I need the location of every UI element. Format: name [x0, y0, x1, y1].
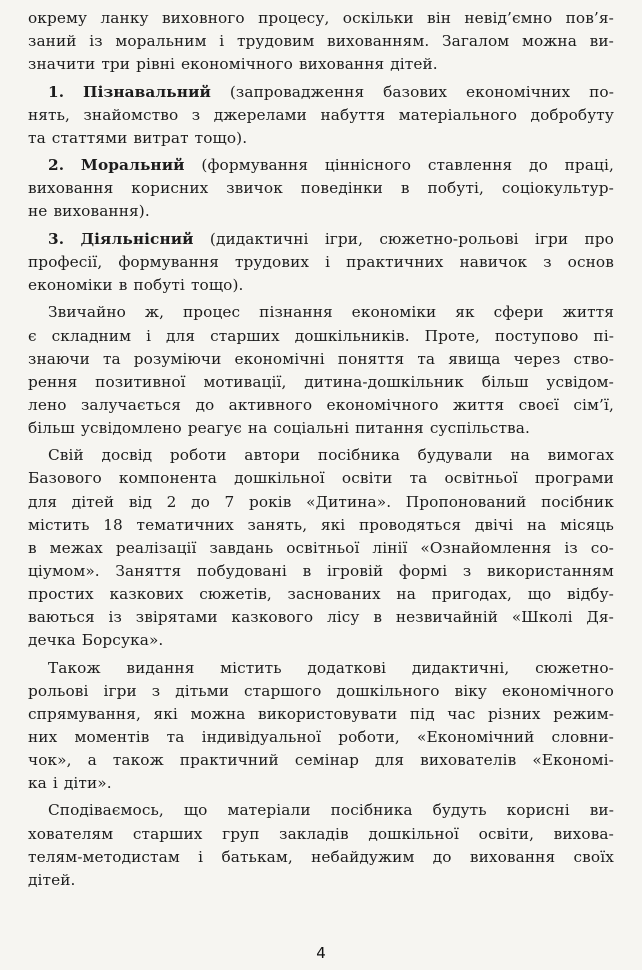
text-line: [28, 81, 614, 104]
word: час: [447, 704, 476, 723]
page-number: 4: [316, 944, 326, 962]
bold-word: Діяльнісний: [80, 229, 194, 248]
text-line: [28, 703, 614, 726]
word: різних: [487, 704, 541, 723]
word: пригодах,: [431, 584, 512, 603]
word: корисних: [131, 179, 209, 198]
word: ка: [28, 774, 47, 792]
text-line: [28, 846, 614, 869]
word: «Дитина».: [306, 492, 392, 511]
word: використанням: [486, 561, 614, 580]
text-line: [28, 104, 614, 127]
word: праці,: [564, 156, 614, 175]
text-line: [28, 772, 614, 795]
text-line: [28, 491, 614, 514]
word: не: [28, 202, 48, 221]
word: із: [108, 608, 122, 626]
word: ланку: [100, 9, 149, 27]
word: соціокультур-: [501, 179, 614, 198]
word: і: [52, 774, 58, 792]
word: рення: [28, 372, 78, 391]
word: статтями: [51, 128, 128, 147]
word: посібник: [541, 492, 614, 511]
word: використовувати: [258, 704, 398, 723]
word: і: [198, 847, 204, 866]
word: Загалом: [441, 32, 510, 51]
word: він: [426, 9, 451, 27]
word: спрямування,: [28, 704, 141, 723]
word: трудовим: [236, 32, 315, 51]
text-line: [28, 301, 614, 324]
word: «Ознайомлення: [420, 538, 552, 557]
word: старших: [210, 326, 280, 345]
word: Пропонований: [405, 492, 527, 511]
word: оскільки: [342, 9, 414, 27]
word: для: [166, 326, 196, 345]
word: в: [28, 538, 37, 557]
text-line: [28, 251, 614, 274]
text-line: [28, 348, 614, 371]
word: побудовані: [196, 561, 287, 580]
word: вихователів: [420, 750, 517, 769]
word: тематичних: [136, 515, 234, 534]
word: Заняття: [115, 561, 182, 580]
word: з: [191, 105, 201, 124]
text-line: [28, 680, 614, 703]
word: формування: [118, 252, 219, 271]
word: і: [219, 32, 225, 51]
text-line: [28, 417, 614, 440]
word: тощо).: [194, 128, 248, 147]
word: поведінки: [300, 179, 383, 198]
word: в: [302, 561, 312, 580]
word: звичок: [226, 179, 283, 198]
word: життя: [452, 395, 505, 414]
word: дітей: [71, 492, 115, 511]
word: суспільства.: [429, 418, 530, 437]
word: з: [151, 681, 161, 700]
word: економічного: [326, 395, 439, 414]
word: дітей.: [390, 55, 438, 74]
text-line: [28, 514, 614, 537]
text-line: [28, 200, 614, 223]
word: віку: [454, 681, 487, 700]
text-line: [28, 606, 614, 629]
word: груп: [222, 824, 260, 843]
word: (дидактичні: [209, 229, 309, 248]
word: своїх: [573, 847, 614, 866]
word: професії,: [28, 252, 103, 271]
word: сюжетно-: [535, 658, 614, 677]
word: режим-: [553, 704, 614, 723]
word: ство-: [573, 349, 614, 368]
word: трудових: [234, 252, 310, 271]
text-line: [28, 799, 614, 822]
word: до: [195, 395, 215, 414]
word: завдань: [209, 538, 274, 557]
word: рівні: [136, 55, 175, 74]
word: містить: [28, 515, 90, 534]
word: по-: [589, 82, 614, 101]
word: економічних: [466, 82, 571, 101]
word: «Економічний: [417, 727, 535, 746]
word: джерелами: [213, 105, 307, 124]
text-line: [28, 154, 614, 177]
word: що: [527, 584, 552, 603]
word: хователям: [28, 824, 114, 843]
word: двічі: [474, 515, 514, 534]
word: простих: [28, 584, 94, 603]
text-line: [28, 30, 614, 53]
word: складним: [51, 326, 132, 345]
word: виховного: [161, 9, 245, 27]
word: також: [112, 750, 164, 769]
word: на: [396, 584, 416, 603]
word: можна: [521, 32, 577, 51]
word: соціальні: [273, 418, 350, 437]
text-line: [28, 394, 614, 417]
word: Свій: [48, 446, 84, 465]
word: лено: [28, 395, 67, 414]
word: сюжетів,: [199, 584, 272, 603]
word: тощо).: [190, 276, 244, 294]
word: процесу,: [258, 9, 330, 27]
word: Звичайно: [48, 303, 126, 322]
text-line: [28, 444, 614, 467]
word: на: [510, 446, 530, 465]
text-line: [28, 274, 614, 297]
bold-word: Моральний: [80, 156, 185, 175]
word: побуті,: [427, 179, 484, 198]
word: 7: [224, 492, 235, 511]
word: 18: [103, 515, 123, 534]
word: до: [432, 847, 452, 866]
word: для: [28, 492, 58, 511]
word: Базового: [28, 469, 102, 488]
word: та: [166, 727, 185, 746]
text-line: [28, 560, 614, 583]
text-line: [28, 228, 614, 251]
word: реагує: [187, 418, 242, 437]
word: дітьми: [175, 681, 230, 700]
word: з: [543, 252, 552, 271]
word: знайомство: [83, 105, 179, 124]
word: і: [146, 326, 152, 345]
word: навичок: [459, 252, 528, 271]
word: виховання: [298, 55, 385, 74]
word: компонента: [118, 469, 217, 488]
word: семінар: [294, 750, 360, 769]
word: рольові: [28, 681, 89, 700]
word: про: [584, 229, 614, 248]
word: ігровій: [326, 561, 384, 580]
word: дечка: [28, 631, 76, 650]
word: економічного: [501, 681, 614, 700]
text-line: [28, 537, 614, 560]
word: освітньої: [286, 538, 360, 557]
word: дошкільного: [336, 681, 440, 700]
word: дошкільників.: [294, 326, 410, 345]
word: лінії: [372, 538, 408, 557]
word: вихованням.: [327, 32, 430, 51]
word: економічного: [180, 55, 293, 74]
word: діти».: [63, 774, 112, 792]
word: через: [513, 349, 561, 368]
word: сім’ї,: [573, 395, 614, 414]
word: досвід: [101, 446, 153, 465]
word: індивідуальної: [201, 727, 322, 746]
word: роботи,: [338, 727, 400, 746]
word: витрат: [133, 128, 189, 147]
word: реалізації: [115, 538, 197, 557]
word: посібника: [317, 446, 400, 465]
text-line: [28, 629, 614, 652]
word: словни-: [551, 727, 614, 746]
word: економічні: [234, 349, 325, 368]
word: Також: [48, 658, 101, 677]
word: моральним: [115, 32, 207, 51]
word: 2: [166, 492, 177, 511]
word: межах: [49, 538, 103, 557]
word: формі: [398, 561, 448, 580]
word: усвідом-: [546, 372, 614, 391]
word: пі-: [593, 326, 614, 345]
word: посібника: [330, 801, 413, 820]
word: виховання: [469, 847, 556, 866]
word: поступово: [494, 326, 579, 345]
word: та: [102, 349, 121, 368]
word: Сподіваємось,: [48, 801, 164, 820]
word: процес: [182, 303, 241, 322]
word: окрему: [28, 9, 88, 27]
bold-word: 2.: [48, 156, 65, 175]
word: (формування: [201, 156, 309, 175]
word: сюжетно-рольові: [379, 229, 519, 248]
word: заснованих: [287, 584, 381, 603]
word: незвичайній: [395, 608, 499, 626]
word: та: [417, 349, 436, 368]
word: казкових: [109, 584, 184, 603]
word: «Економі-: [532, 750, 614, 769]
word: роботи: [169, 446, 227, 465]
word: виховання).: [53, 202, 150, 221]
text-line: [28, 467, 614, 490]
word: активного: [228, 395, 313, 414]
word: програми: [534, 469, 614, 488]
word: мотивації,: [203, 372, 287, 391]
word: вимогах: [547, 446, 614, 465]
text-line: [28, 726, 614, 749]
bold-word: Пізнавальний: [83, 82, 211, 101]
word: своєї: [518, 395, 559, 414]
word: проводяться: [358, 515, 462, 534]
word: чок»,: [28, 750, 72, 769]
word: будуть: [432, 801, 487, 820]
word: в: [118, 276, 128, 294]
text-line: [28, 749, 614, 772]
word: ваються: [28, 608, 95, 626]
word: ігри: [534, 229, 569, 248]
word: основ: [567, 252, 614, 271]
word: заний: [28, 32, 77, 51]
word: дошкільної: [234, 469, 325, 488]
word: корисні: [506, 801, 570, 820]
text-line: [28, 869, 614, 892]
word: старших: [132, 824, 203, 843]
word: сфери: [493, 303, 544, 322]
word: явища: [448, 349, 501, 368]
word: Борсука».: [81, 631, 164, 650]
word: відбу-: [567, 584, 614, 603]
word: усвідомлено: [80, 418, 182, 437]
text-line: [28, 823, 614, 846]
word: питання: [355, 418, 424, 437]
word: розуміючи: [133, 349, 222, 368]
text-line: [28, 371, 614, 394]
word: та: [409, 469, 428, 488]
word: небайдужим: [311, 847, 415, 866]
word: нять,: [28, 105, 70, 124]
word: батькам,: [221, 847, 293, 866]
word: до: [191, 492, 210, 511]
word: на: [247, 418, 268, 437]
text-line: [28, 7, 614, 30]
word: вихова-: [553, 824, 614, 843]
bold-word: 1.: [48, 82, 65, 101]
word: будували: [417, 446, 493, 465]
word: із: [89, 32, 103, 51]
word: занять,: [247, 515, 308, 534]
word: дидактичні,: [411, 658, 510, 677]
word: ставлення: [427, 156, 513, 175]
word: як: [455, 303, 475, 322]
word: значити: [28, 55, 96, 74]
word: виховання: [28, 179, 114, 198]
word: містить: [220, 658, 282, 677]
word: автори: [244, 446, 301, 465]
word: звірятами: [135, 608, 218, 626]
word: освіти: [341, 469, 393, 488]
word: (запровадження: [229, 82, 365, 101]
word: освіти,: [478, 824, 535, 843]
word: ігри: [103, 681, 137, 700]
bold-word: 3.: [48, 229, 65, 248]
word: є: [28, 326, 37, 345]
word: казкового: [231, 608, 314, 626]
word: пізнання: [259, 303, 333, 322]
word: матеріали: [227, 801, 311, 820]
word: поняття: [337, 349, 405, 368]
word: закладів: [279, 824, 349, 843]
word: в: [400, 179, 410, 198]
text-line: [28, 177, 614, 200]
text-line: [28, 127, 614, 150]
word: со-: [590, 538, 614, 557]
word: Дя-: [586, 608, 614, 626]
word: матеріального: [398, 105, 518, 124]
word: дошкільної: [368, 824, 459, 843]
word: і: [325, 252, 331, 271]
word: які: [153, 704, 178, 723]
word: з: [462, 561, 472, 580]
word: лісу: [326, 608, 360, 626]
text-line: [28, 583, 614, 606]
word: можна: [190, 704, 246, 723]
word: та: [28, 128, 46, 147]
word: невід’ємно: [464, 9, 553, 27]
word: практичний: [179, 750, 279, 769]
word: знаючи: [28, 349, 90, 368]
word: ж,: [144, 303, 165, 322]
word: Проте,: [424, 326, 480, 345]
word: місяць: [560, 515, 614, 534]
word: ви-: [589, 32, 614, 51]
text-line: [28, 657, 614, 680]
word: «Школі: [511, 608, 573, 626]
word: із: [564, 538, 578, 557]
word: позитивної: [95, 372, 186, 391]
word: моментів: [74, 727, 150, 746]
text-line: [28, 325, 614, 348]
word: базових: [383, 82, 448, 101]
word: до: [529, 156, 548, 175]
word: років: [248, 492, 292, 511]
word: а: [87, 750, 97, 769]
word: для: [375, 750, 405, 769]
word: додаткові: [307, 658, 387, 677]
word: більш: [481, 372, 529, 391]
word: ціннісного: [324, 156, 412, 175]
word: економіки: [351, 303, 437, 322]
word: дітей.: [28, 870, 76, 889]
word: них: [28, 727, 58, 746]
word: дитина-дошкільник: [304, 372, 464, 391]
word: які: [320, 515, 346, 534]
word: освітньої: [444, 469, 518, 488]
word: побуті: [133, 276, 185, 294]
word: телям-методистам: [28, 847, 180, 866]
word: видання: [126, 658, 195, 677]
word: залучається: [80, 395, 182, 414]
word: пов’я-: [565, 9, 614, 27]
word: три: [101, 55, 131, 74]
word: набуття: [320, 105, 386, 124]
word: ціумом».: [28, 561, 100, 580]
word: ігри,: [324, 229, 364, 248]
word: від: [128, 492, 153, 511]
word: в: [373, 608, 383, 626]
word: що: [183, 801, 208, 820]
word: більш: [28, 418, 75, 437]
word: практичних: [346, 252, 444, 271]
word: економіки: [28, 276, 113, 294]
word: життя: [562, 303, 614, 322]
text-line: [28, 53, 614, 76]
word: під: [409, 704, 435, 723]
word: добробуту: [530, 105, 614, 124]
word: на: [526, 515, 547, 534]
word: старшого: [244, 681, 322, 700]
word: ви-: [589, 801, 614, 820]
